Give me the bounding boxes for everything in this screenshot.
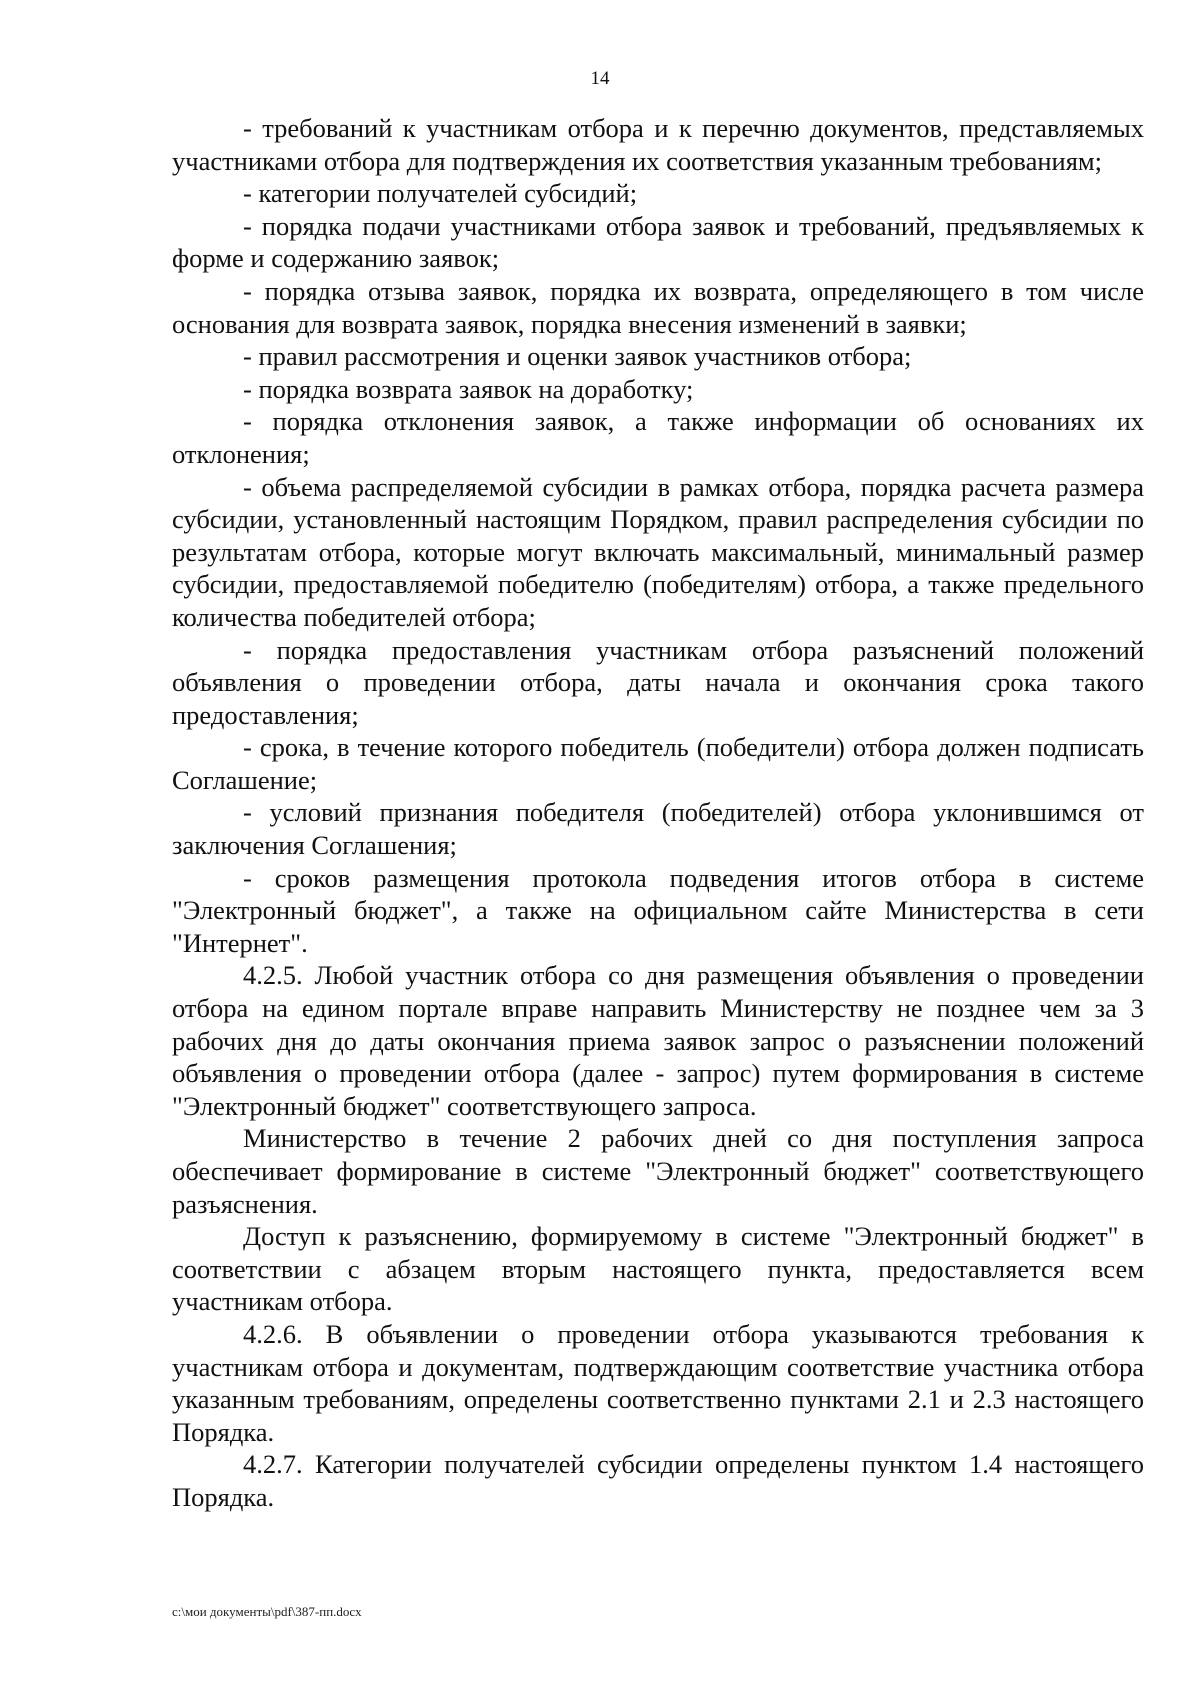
paragraph: 4.2.6. В объявлении о проведении отбора указываются требования к участникам отбора и документам, подтверждающим соответствие участника отбора указанным требованиям, определены соответственно пунктами 2.1 и 2.3 настоящего Порядка.: [172, 1318, 1144, 1447]
paragraph: - сроков размещения протокола подведения итогов отбора в системе "Электронный бюджет", а также на официальном сайте Министерства в сети "Интернет".: [172, 862, 1144, 958]
paragraph: Министерство в течение 2 рабочих дней со дня поступления запроса обеспечивает формирование в системе "Электронный бюджет" соответствующего разъяснения.: [172, 1123, 1144, 1219]
paragraph: - срока, в течение которого победитель (победители) отбора должен подписать Соглашение;: [172, 732, 1144, 795]
paragraph: - объема распределяемой субсидии в рамках отбора, порядка расчета размера субсидии, установленный настоящим Порядком, правил распределения субсидии по результатам отбора, которые могут включать максимальный, минимальный размер субсидии, предоставляемой победителю (победителям) отбора, а также предельного количества победителей отбора;: [172, 471, 1144, 632]
paragraph: - порядка отклонения заявок, а также информации об основаниях их отклонения;: [172, 406, 1144, 469]
paragraph: - порядка предоставления участникам отбора разъяснений положений объявления о проведении отбора, даты начала и окончания срока такого предоставления;: [172, 634, 1144, 730]
document-body: [172, 112, 1144, 1514]
paragraph: 4.2.5. Любой участник отбора со дня размещения объявления о проведении отбора на едином портале вправе направить Министерству не позднее чем за 3 рабочих дня до даты окончания приема заявок запрос о разъяснении положений объявления о проведении отбора (далее - запрос) путем формирования в системе "Электронный бюджет" соответствующего запроса.: [172, 960, 1144, 1121]
paragraph: - категории получателей субсидий;: [243, 178, 638, 209]
paragraph: - правил рассмотрения и оценки заявок участников отбора;: [243, 341, 912, 372]
paragraph: - порядка возврата заявок на доработку;: [243, 373, 694, 404]
paragraph: - порядка отзыва заявок, порядка их возврата, определяющего в том числе основания для возврата заявок, порядка внесения изменений в заявки;: [172, 275, 1144, 339]
paragraph: - требований к участникам отбора и к перечню документов, представляемых участниками отбора для подтверждения их соответствия указанным требованиям;: [172, 113, 1144, 176]
paragraph: Доступ к разъяснению, формируемому в системе "Электронный бюджет" в соответствии с абзацем вторым настоящего пункта, предоставляется всем участникам отбора.: [172, 1221, 1144, 1317]
paragraph: - условий признания победителя (победителей) отбора уклонившимся от заключения Соглашения;: [172, 797, 1144, 861]
page-number: 14: [590, 68, 610, 89]
paragraph: - порядка подачи участниками отбора заявок и требований, предъявляемых к форме и содержанию заявок;: [172, 210, 1144, 274]
paragraph: 4.2.7. Категории получателей субсидии определены пунктом 1.4 настоящего Порядка.: [172, 1449, 1144, 1512]
footer-file-path: c:\мои документы\pdf\387-пп.docx: [172, 1604, 362, 1619]
